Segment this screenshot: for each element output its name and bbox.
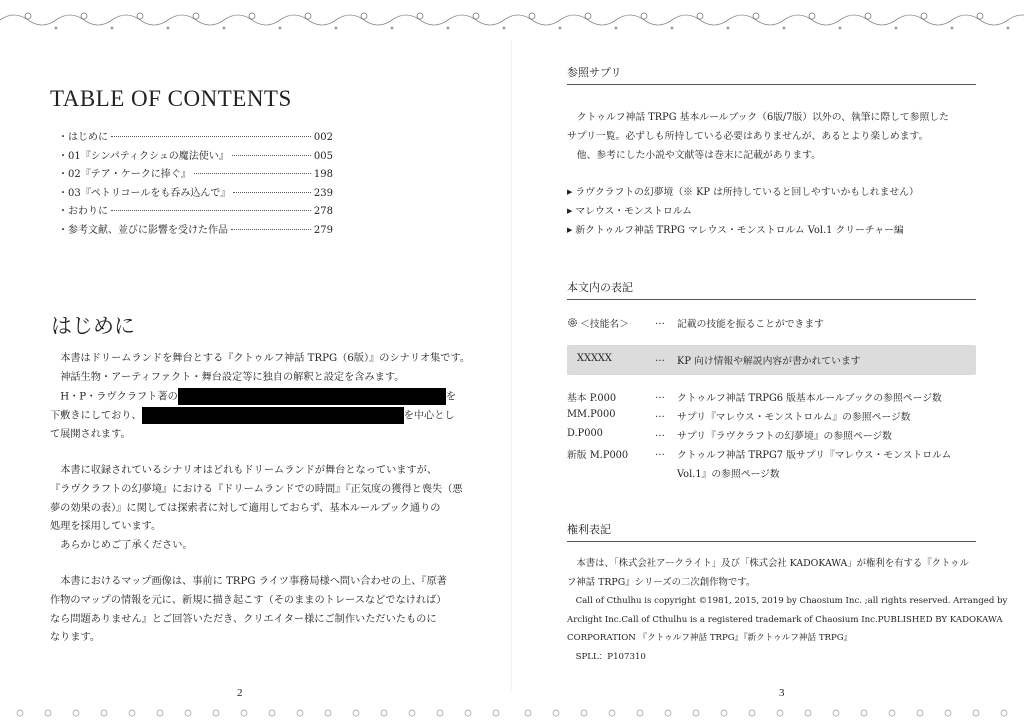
separator: … <box>655 390 665 401</box>
ornamental-top-border <box>0 6 1024 36</box>
text-span: て展開されます。 <box>50 429 131 441</box>
text-line <box>567 648 977 667</box>
triangle-bullet-icon: ▶ <box>567 207 573 215</box>
toc-list <box>58 128 333 240</box>
notation-desc: クトゥルフ神話 TRPG7 版サプリ『マレウス・モンストロルム <box>677 450 952 461</box>
triangle-bullet-icon: ▶ <box>567 188 573 196</box>
toc-item-page: 239 <box>313 187 333 199</box>
text-line <box>50 426 460 445</box>
text-span: 本書はドリームランドを舞台とする『クトゥルフ神話 TRPG（6版）』のシナリオ集です。 <box>60 353 471 364</box>
text-span: なります。 <box>50 632 101 644</box>
text-line <box>567 592 1008 611</box>
text-span: CORPORATION 『クトゥルフ神話 TRPG』『新クトゥルフ神話 TRPG』 <box>567 633 853 644</box>
page-number-left: 2 <box>237 687 243 699</box>
text-line <box>567 574 977 593</box>
text-span: 本書に収録されているシナリオはどれもドリームランドが舞台となっていますが、 <box>60 465 438 476</box>
notation-desc: 記載の技能を振ることができます <box>677 319 824 330</box>
redaction-bar <box>178 388 446 405</box>
notation-desc: サプリ『ラヴクラフトの幻夢境』の参照ページ数 <box>677 431 892 442</box>
page-gutter <box>511 40 512 690</box>
text-line <box>50 369 460 388</box>
list-item <box>567 183 977 202</box>
notation-key-text: ＜技能名＞ <box>580 319 629 330</box>
list-item-text: 新クトゥルフ神話 TRPG マレウス・モンストロルム Vol.1 クリーチャー編 <box>575 225 904 236</box>
toc-item[interactable] <box>58 128 333 147</box>
text-span: 下敷きにしており、 <box>50 410 142 422</box>
text-span: 作物のマップの情報を元に、新規に描き起こす（そのままのトレースなどでなければ） <box>50 594 447 606</box>
text-span: Call of Cthulhu is copyright ©1981, 2015, 2019 by Chaosium Inc. ;all rights reserved. Arranged by <box>575 596 1008 607</box>
list-item <box>567 202 977 221</box>
notation-key: 基本 P.000 <box>567 393 617 404</box>
references-intro <box>567 108 977 165</box>
rights-text <box>567 555 1008 667</box>
text-line <box>50 462 460 481</box>
intro-paragraph-2 <box>50 462 463 556</box>
text-line <box>567 146 977 165</box>
toc-item[interactable] <box>58 202 333 221</box>
notation-row-skill <box>567 316 976 335</box>
toc-item-label: ・03『ペトリコールをも呑み込んで』 <box>58 187 231 199</box>
text-span: 『ラヴクラフトの幻夢境』における『ドリームランドでの時間』『正気度の獲得と喪失（悪 <box>50 483 463 495</box>
toc-item[interactable] <box>58 221 333 240</box>
separator: … <box>655 353 665 364</box>
text-span: 神話生物・アーティファクト・舞台設定等に独自の解釈と設定を含みます。 <box>60 371 405 383</box>
text-span: フ神話 TRPG』シリーズの二次創作物です。 <box>567 576 756 588</box>
notation-row <box>567 428 976 447</box>
text-line <box>50 629 460 648</box>
notation-key: D.P000 <box>567 428 603 439</box>
text-span: 本書は、「株式会社アークライト」及び「株式会社 KADOKAWA」が権利を有する『クトゥル <box>576 558 969 569</box>
toc-leader <box>111 210 311 211</box>
toc-item-label: ・01『シンパティクシュの魔法使い』 <box>58 150 229 162</box>
text-span: 処理を採用しています。 <box>50 521 162 533</box>
toc-leader <box>111 136 311 137</box>
toc-item-page: 279 <box>313 224 333 236</box>
text-span: 本書におけるマップ画像は、事前に TRPG ライツ事務局様へ問い合わせの上、『原著 <box>60 576 447 587</box>
text-line <box>50 407 460 426</box>
toc-item-page: 005 <box>313 150 333 162</box>
intro-paragraph-1 <box>50 350 471 445</box>
redaction-bar <box>142 407 404 424</box>
toc-item-page: 278 <box>313 206 333 218</box>
toc-item[interactable] <box>58 147 333 166</box>
triangle-bullet-icon: ▶ <box>567 226 573 234</box>
page-number-right: 3 <box>779 687 785 699</box>
text-line <box>50 611 460 630</box>
references-list <box>567 183 977 240</box>
notation-key <box>567 316 629 330</box>
list-item <box>567 221 977 240</box>
separator: … <box>655 409 665 420</box>
notation-desc: クトゥルフ神話 TRPG6 版基本ルールブックの参照ページ数 <box>677 393 942 404</box>
text-span: Arclight Inc.Call of Cthulhu is a registered trademark of Chaosium Inc.PUBLISHED BY KADOKAWA <box>567 614 1003 625</box>
notation-key: MM.P000 <box>567 409 616 420</box>
list-item-text: マレウス・モンストロルム <box>575 206 692 217</box>
rights-heading: 権利表記 <box>567 521 976 542</box>
ornamental-bottom-border <box>0 706 1024 720</box>
toc-item[interactable] <box>58 165 333 184</box>
separator: … <box>655 447 665 458</box>
text-span: SPLL：P107310 <box>575 651 646 662</box>
notation-heading: 本文内の表記 <box>567 279 976 300</box>
text-span: 他、参考にした小説や文献等は巻末に記載があります。 <box>576 150 821 161</box>
notation-desc: サプリ『マレウス・モンストロルム』の参照ページ数 <box>677 412 911 423</box>
list-item-text: ラヴクラフトの幻夢境（※ KP は所持していると回しやすいかもしれません） <box>575 187 919 198</box>
text-line <box>50 537 460 556</box>
text-span: クトゥルフ神話 TRPG 基本ルールブック（6版/7版）以外の、執筆に際して参照した <box>576 112 949 123</box>
text-line <box>50 388 460 407</box>
toc-item-label: ・おわりに <box>58 206 108 218</box>
text-line <box>50 518 460 537</box>
toc-item-page: 198 <box>313 169 333 181</box>
text-line <box>50 350 471 369</box>
toc-leader <box>194 173 311 174</box>
text-line <box>567 127 977 146</box>
toc-item[interactable] <box>58 184 333 203</box>
text-span: H・P・ラヴクラフト著の <box>60 391 178 403</box>
notation-key: 新版 M.P000 <box>567 450 629 461</box>
text-span: サプリ一覧。必ずしも所持している必要はありませんが、あるとより楽しめます。 <box>567 131 929 142</box>
text-span: を中心とし <box>403 410 455 422</box>
intro-paragraph-3 <box>50 573 460 648</box>
text-line <box>50 573 460 592</box>
text-span: を <box>445 391 456 403</box>
toc-leader <box>233 192 311 193</box>
separator: … <box>655 428 665 439</box>
toc-title: TABLE OF CONTENTS <box>50 86 292 111</box>
notation-desc-cont: Vol.1』の参照ページ数 <box>677 469 780 480</box>
text-span: 夢の効果の表）』に関しては探索者に対して適用しておらず、基本ルールブック通りの <box>50 502 441 514</box>
text-line <box>567 555 977 574</box>
toc-item-label: ・02『テア・ケークに捧ぐ』 <box>58 169 191 181</box>
gear-icon <box>567 317 578 328</box>
notation-row <box>567 447 976 485</box>
text-span: なら問題ありません』とご回答いただき、クリエイター様にご制作いただいたものに <box>50 613 437 625</box>
notation-row <box>567 409 976 428</box>
text-line <box>567 108 977 127</box>
toc-item-label: ・はじめに <box>58 132 108 143</box>
notation-row <box>567 390 976 409</box>
toc-item-label: ・参考文献、並びに影響を受けた作品 <box>58 224 228 236</box>
text-line <box>567 611 1003 630</box>
references-heading: 参照サプリ <box>567 64 976 85</box>
text-span: あらかじめご了承ください。 <box>60 540 193 552</box>
toc-leader <box>232 155 311 156</box>
text-line <box>50 500 460 519</box>
text-line <box>567 629 977 648</box>
notation-row-kp <box>567 353 976 372</box>
separator: … <box>655 316 665 327</box>
text-line <box>50 592 460 611</box>
notation-desc: KP 向け情報や解説内容が書かれています <box>677 356 861 367</box>
toc-leader <box>231 229 311 230</box>
notation-key: XXXXX <box>577 353 612 364</box>
intro-title: はじめに <box>51 314 135 338</box>
text-line <box>50 481 463 500</box>
toc-item-page: 002 <box>313 132 333 143</box>
